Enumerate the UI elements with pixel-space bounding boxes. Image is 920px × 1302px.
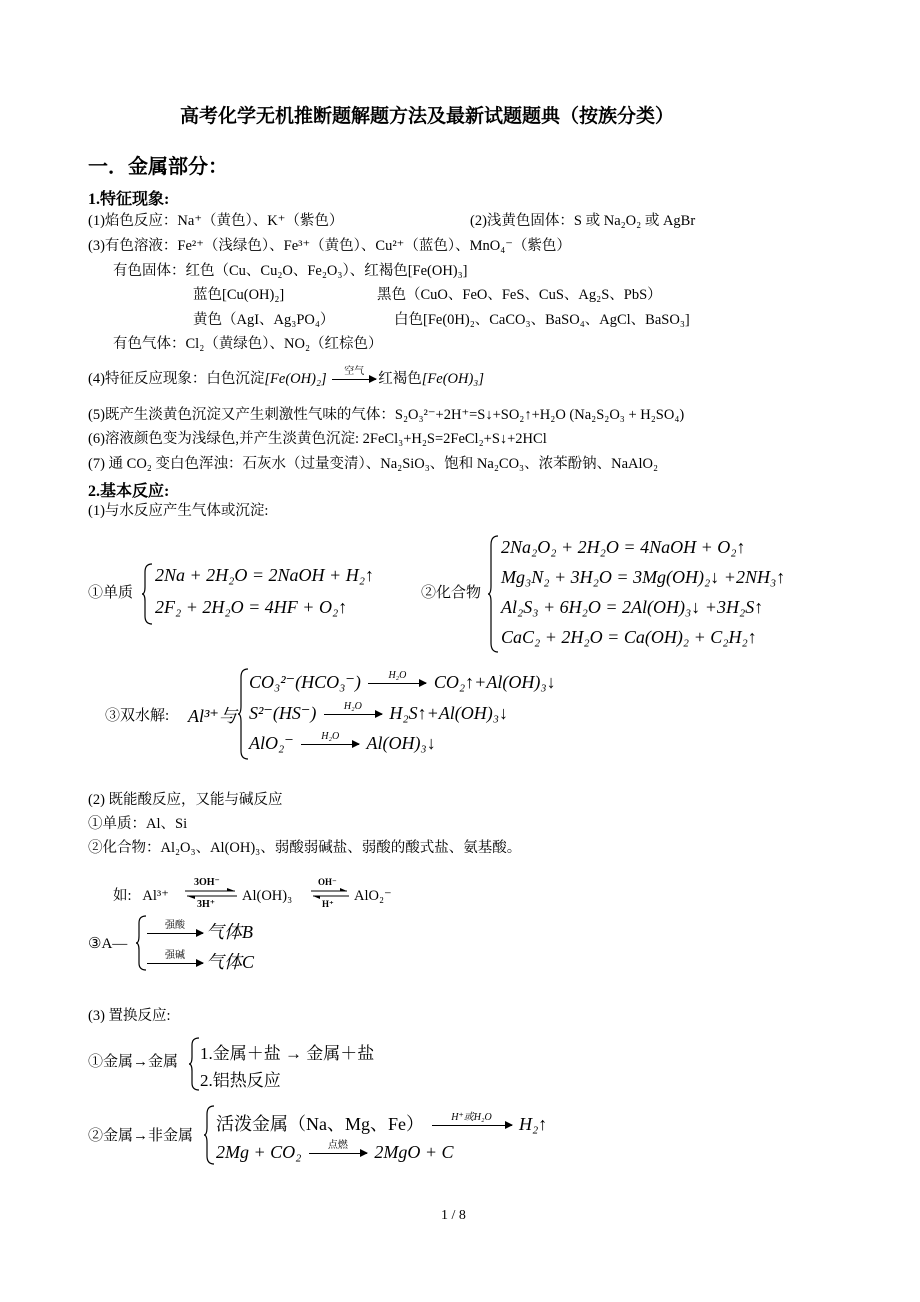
al3-ion-with: Al³⁺与 [188,706,237,726]
eq-strong-base: 强碱 气体C [147,948,254,974]
eq-mg3n2-water: Mg₃N₂ + 3H₂O = 3Mg(OH)₂↓ +2NH₃↑ [501,567,786,587]
arrow-h2o-2: H₂O [324,714,382,715]
line-yellow-solid2: 黄色（AgI、Ag₃PO₄） [193,312,335,328]
subheading-basic-reactions: 2.基本反应: [88,483,170,500]
metal-salt-item: 1.金属＋盐 → 金属＋盐 [200,1044,375,1063]
label-metal-to-metal: ①金属→金属 [88,1054,179,1070]
eq-sulfide-hydrolysis: S²⁻(HS⁻) H₂O H₂S↑+Al(OH)₃↓ [249,701,509,723]
line-yellow-solid: (2)浅黄色固体：S 或 Na₂O₂ 或 AgBr [470,213,696,229]
arrow-strong-base: 强碱 [147,963,203,964]
eq-carbonate-hydrolysis: CO₃²⁻(HCO₃⁻) H₂O CO₂↑+Al(OH)₃↓ [249,670,556,692]
line-colored-gas: 有色气体：Cl₂（黄绿色）、NO₂（红棕色） [113,336,383,352]
line-black-solid: 黑色（CuO、FeO、FeS、CuS、Ag₂S、PbS） [377,287,662,303]
fe-oh-2: [Fe(OH)₂] [264,371,327,387]
line-colored-solid-red: 有色固体：红色（Cu、Cu₂O、Fe₂O₃）、红褐色[Fe(OH)₃] [113,263,468,279]
eq-label-3h: 3H⁺ [197,899,216,910]
line-displacement: (3) 置换反应: [88,1008,171,1024]
thermite-item: 2.铝热反应 [200,1071,281,1090]
brace-compounds [487,535,499,653]
label-elements: ①单质 [88,585,134,601]
al-oh-3-middle: Al(OH)₃ [242,888,293,904]
eq-na-water: 2Na + 2H₂O = 2NaOH + H₂↑ [155,565,374,585]
eq-na2o2-water: 2Na₂O₂ + 2H₂O = 4NaOH + O₂↑ [501,537,746,557]
line-light-green: (6)溶液颜色变为浅绿色,并产生淡黄色沉淀: 2FeCl₃+H₂S=2FeCl₂+S↓+2HCl [88,431,547,447]
eq-active-metal: 活泼金属（Na、Mg、Fe） H⁺或H₂O H₂↑ [216,1112,548,1134]
arrow-h2o-1: H₂O [368,683,426,684]
eq-cac2-water: CaC₂ + 2H₂O = Ca(OH)₂ + C₂H₂↑ [501,627,757,647]
line-water-reactions: (1)与水反应产生气体或沉淀: [88,503,269,519]
line-thiosulfate: (5)既产生淡黄色沉淀又产生刺激性气味的气体：S₂O₃²⁻+2H⁺=S↓+SO₂↑+H₂O (Na₂S₂O₃ + H₂SO₄) [88,407,685,423]
label-double-hydrolysis: ③双水解: [105,708,170,724]
brace-double-hydrolysis [237,668,249,760]
line-blue-solid: 蓝色[Cu(OH)₂] [193,287,285,303]
line-amphoteric-compounds: ②化合物：Al₂O₃、Al(OH)₃、弱酸弱碱盐、弱酸的酸式盐、氨基酸。 [88,840,522,856]
eq-mg-co2: 2Mg + CO₂ 点燃 2MgO + C [216,1140,454,1162]
line-special-reaction [88,366,484,388]
line-co2-turbid: (7) 通 CO₂ 变白色浑浊：石灰水（过量变清）、Na₂SiO₃、饱和 Na₂CO₃、浓苯酚钠、NaAlO₂ [88,456,659,472]
arrow-air: 空气 [332,379,376,380]
arrow-ignite: 点燃 [309,1153,367,1154]
line-flame-test: (1)焰色反应：Na⁺（黄色）、K⁺（紫色） [88,213,344,229]
label-metal-to-nonmetal: ②金属→非金属 [88,1128,194,1144]
section-heading-metals: 一．金属部分： [88,156,228,178]
eq-al2s3-water: Al₂S₃ + 6H₂O = 2Al(OH)₃↓ +3H₂S↑ [501,597,764,617]
page-number: 1 / 8 [441,1208,466,1223]
eq-label-3oh: 3OH⁻ [194,877,220,888]
brace-metal-to-metal [188,1037,200,1091]
brace-elements [141,563,153,625]
line-amphoteric-elements: ①单质：Al、Si [88,816,188,832]
brace-metal-to-nonmetal [203,1105,215,1165]
arrow-strong-acid: 强酸 [147,933,203,934]
eq-label-oh: OH⁻ [318,877,337,887]
line-white-solid: 白色[Fe(0H)₂、CaCO₃、BaSO₄、AgCl、BaSO₃] [394,312,690,328]
line-amphoteric: (2) 既能酸反应，又能与碱反应 [88,792,283,808]
eq-label-h: H⁺ [322,899,334,909]
page-title: 高考化学无机推断题解题方法及最新试题题典（按族分类） [180,106,675,127]
amphoteric-example: 如: Al³⁺ [113,888,169,904]
eq-strong-acid: 强酸 气体B [147,918,253,944]
arrow-h-or-h2o: H⁺或H₂O [432,1125,512,1126]
arrow-h2o-3: H₂O [301,744,359,745]
label-compounds: ②化合物 [421,585,482,601]
eq-aluminate-hydrolysis: AlO₂⁻ H₂O Al(OH)₃↓ [249,731,436,753]
eq-f2-water: 2F₂ + 2H₂O = 4HF + O₂↑ [155,597,348,617]
special-reaction-label: (4)特征反应现象：白色沉淀 [88,371,265,387]
brace-a-strong [135,915,147,971]
line-colored-solution: (3)有色溶液：Fe²⁺（浅绿色）、Fe³⁺（黄色）、Cu²⁺（蓝色）、MnO₄⁻（紫色） [88,238,571,254]
subheading-features: 1.特征现象: [88,191,170,208]
red-brown-label: 红褐色 [378,371,422,387]
fe-oh-3: [Fe(OH)₃] [421,371,484,387]
label-a-strong: ③A— [88,936,128,952]
alo2-right: AlO₂⁻ [354,888,392,904]
